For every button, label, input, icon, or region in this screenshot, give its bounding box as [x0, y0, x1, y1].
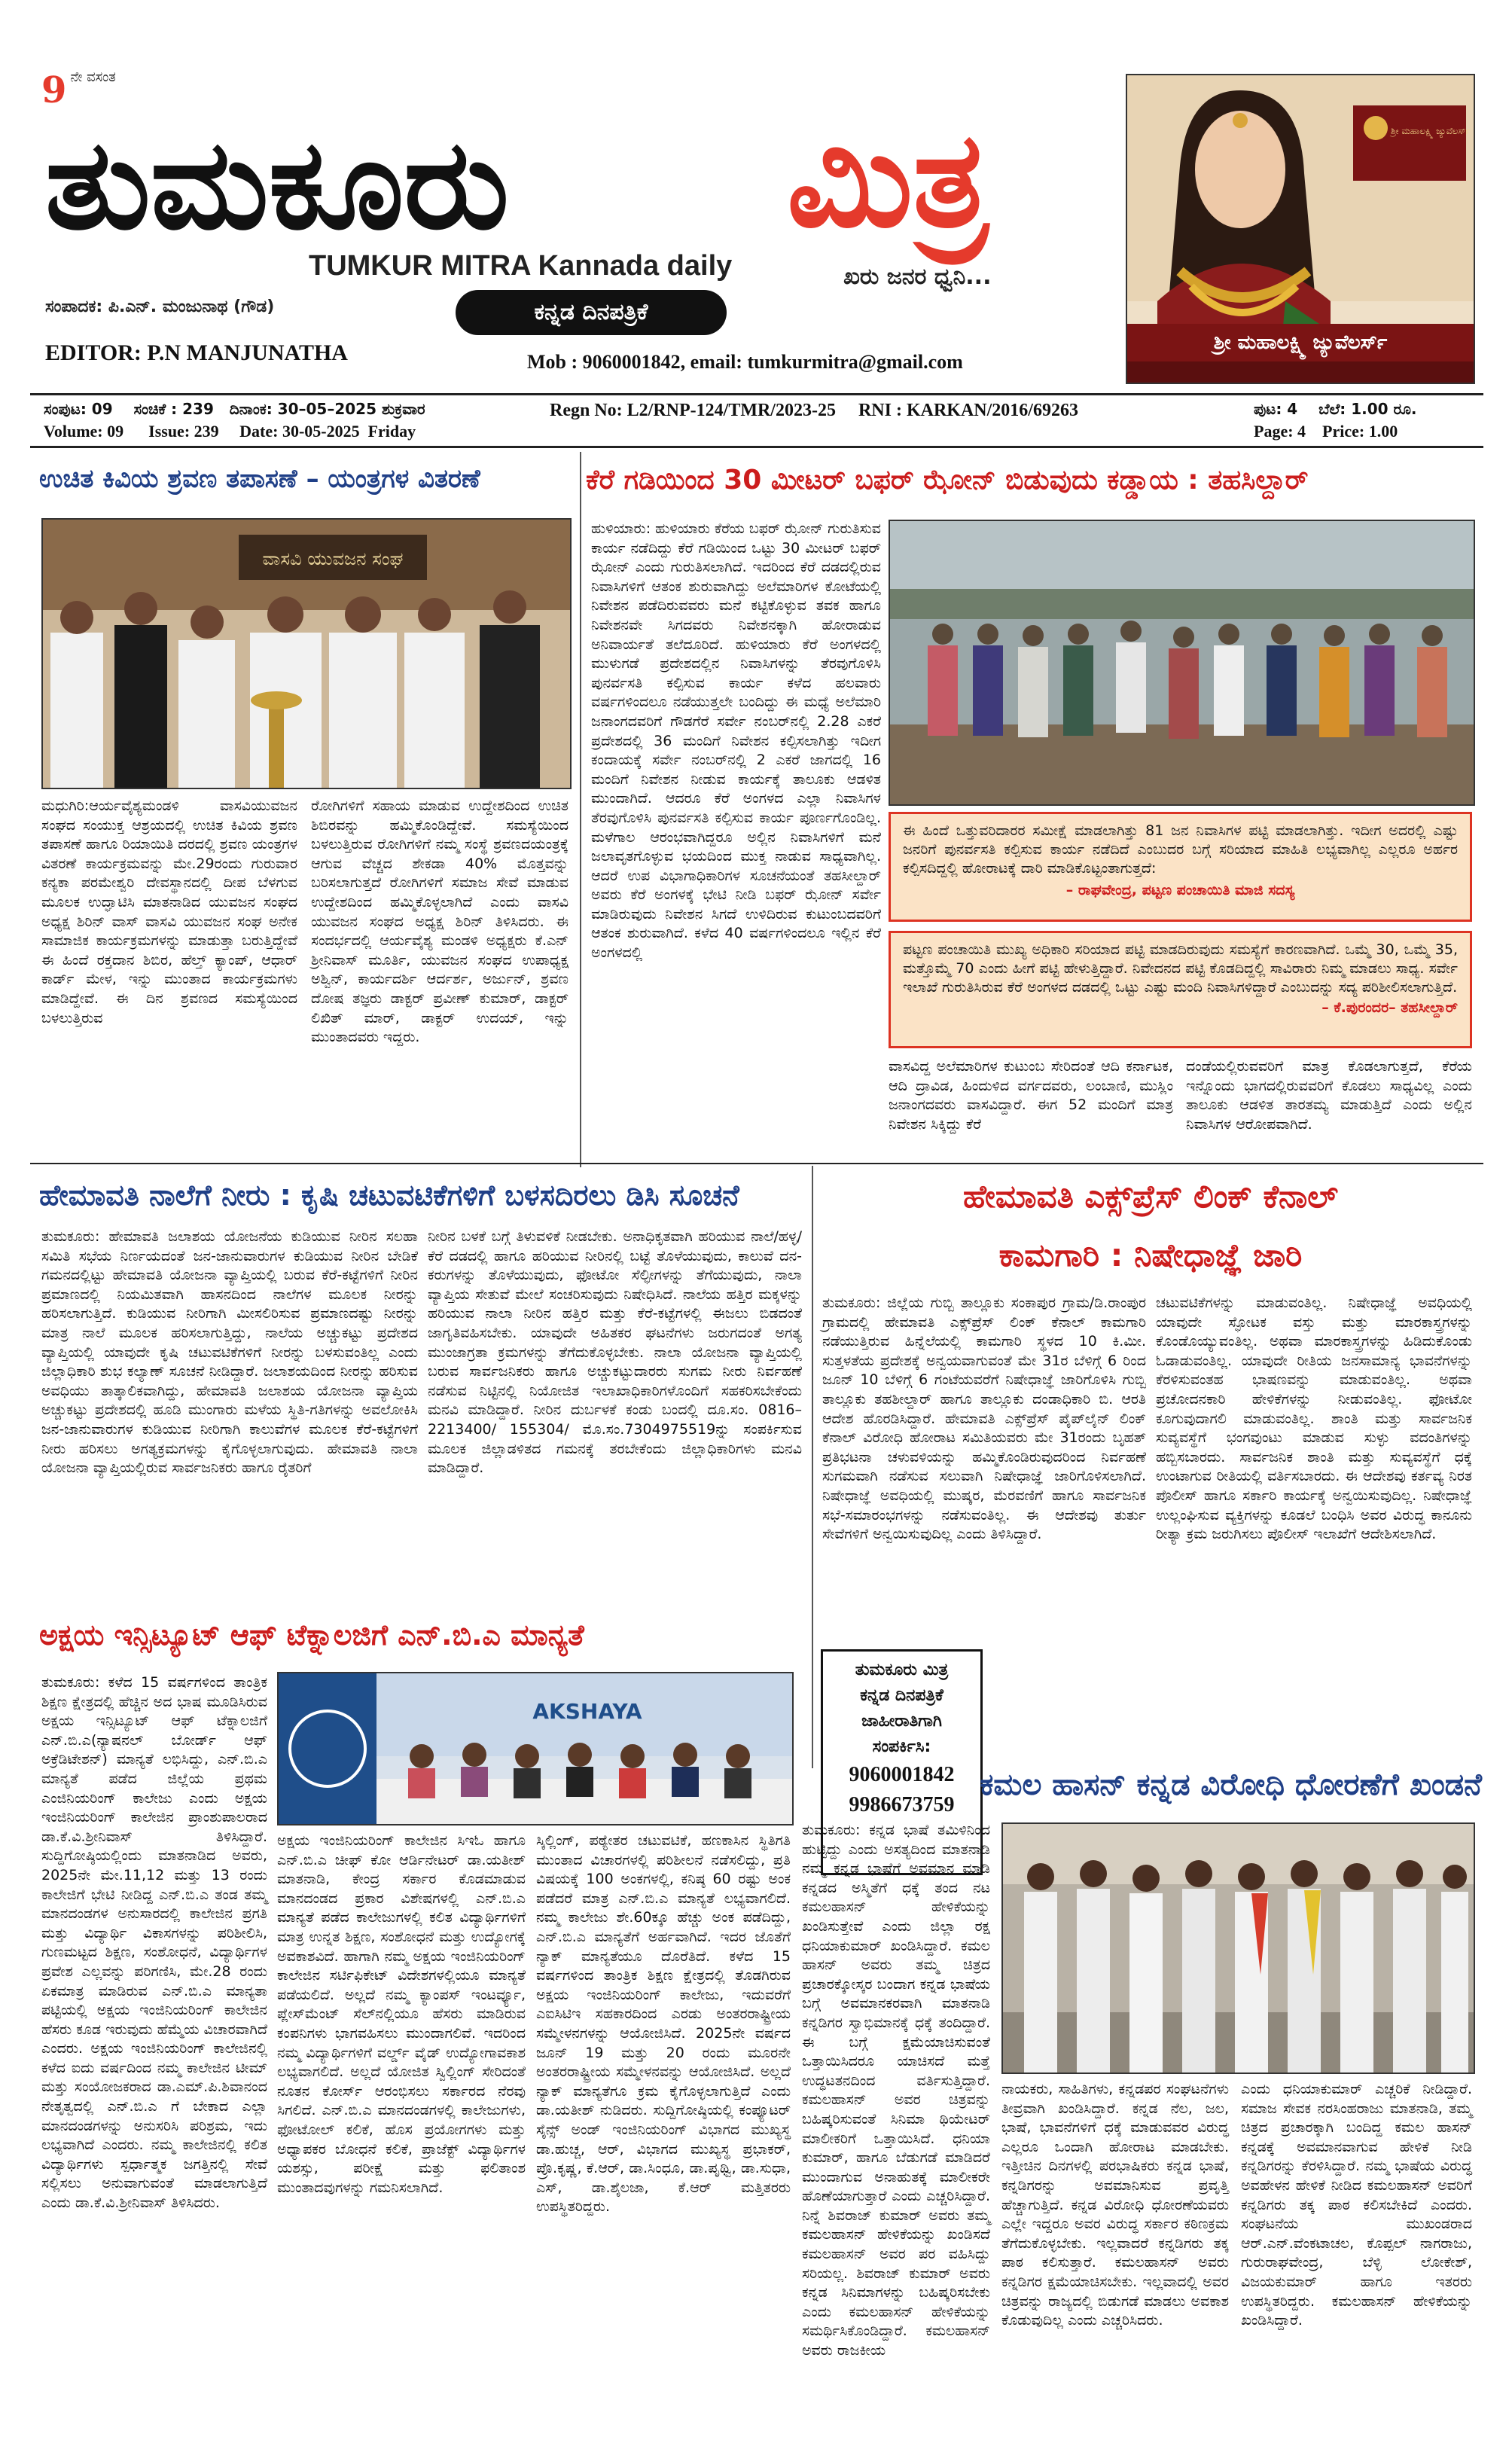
issue-bar — [30, 398, 1483, 444]
akshaya-body-col2: ಅಕ್ಷಯ ಇಂಜಿನಿಯರಿಂಗ್ ಕಾಲೇಜಿನ ಸಿಇಓ ಹಾಗೂ ಎನ್.ಬಿ.ಎ ಚೀಫ್ ಕೋ ಆರ್ಡಿನೇಟರ್ ಡಾ.ಯತೀಶ್ ಮಾತನಾಡಿ, ಕೇಂದ್ರ ಸರ್ಕಾರ ಕೊಡಮಾಡುವ ಮಾನದಂಡದ ಪ್ರಕಾರ ವಿಶೇಷಗಳಲ್ಲಿ ಎನ್.ಬಿ.ಎ ಮಾನ್ಯತೆ ಪಡೆದ ಕಾಲೇಜುಗಳಲ್ಲಿ ಕಲಿತ ವಿದ್ಯಾರ್ಥಿಗಳಿಗೆ ಮಾತ್ರ ಉನ್ನತ ಶಿಕ್ಷಣ, ಸಂಶೋಧನೆ ಮತ್ತು ಉದ್ಯೋಗಕ್ಕೆ ಅವಕಾಶವಿದೆ. ಹಾಗಾಗಿ ನಮ್ಮ ಅಕ್ಷಯ ಇಂಜಿನಿಯರಿಂಗ್ ಕಾಲೇಜಿನ ಸರ್ಟಿಫಿಕೇಟ್ ವಿದೇಶಗಳಲ್ಲಿಯೂ ಮಾನ್ಯತೆ ಪಡೆಯಲಿದೆ. ಅಲ್ಲದೆ ನಮ್ಮ ಕ್ಯಾಂಪಸ್ ಇಂಟರ್ವ್ಯೂ, ಪ್ಲೇಸ್‌ಮೆಂಟ್ ಸೆಲ್‌ನಲ್ಲಿಯೂ ಹೆಸರು ಮಾಡಿರುವ ಕಂಪನಿಗಳು ಭಾಗವಹಿಸಲು ಮುಂದಾಗಲಿವೆ. ಇದರಿಂದ ನಮ್ಮ ವಿದ್ಯಾರ್ಥಿಗಳಿಗೆ ವರ್ಲ್ಡ್ ವೈಡ್ ಉದ್ಯೋಗಾವಕಾಶ ಲಭ್ಯವಾಗಲಿದೆ. ಅಲ್ಲದೆ ಯೋಜಿತ ಸ್ವಿಲ್ಲಿಂಗ್ ಸೇರಿದಂತೆ ನೂತನ ಕೋರ್ಸ್ ಆರಂಭಿಸಲು ಸರ್ಕಾರದ ನೆರವು ಸಿಗಲಿದೆ. ಎನ್.ಬಿ.ಎ ಮಾನದಂಡಗಳಲ್ಲಿ ಕಾಲೇಜುಗಳು, ಫೋಟೋಲ್ ಕಲಿಕೆ, ಹೊಸ ಪ್ರಯೋಗಗಳು ಮತ್ತು ಅಧ್ಯಾಪಕರ ಬೋಧನೆ ಕಲಿಕೆ, ಪ್ರಾಜೆಕ್ಟ್ ವಿದ್ಯಾರ್ಥಿಗಳ ಯಶಸ್ಸು, ಪರೀಕ್ಷೆ ಮತ್ತು ಫಲಿತಾಂಶ ಮುಂತಾದವುಗಳನ್ನು ಗಮನಿಸಲಾಗಿದೆ. — [277, 1832, 531, 2196]
kamal-photo-image — [1003, 1824, 1474, 2073]
daily-badge — [456, 290, 727, 335]
column-divider-top — [580, 452, 581, 1167]
ad-brand-top-text: ಶ್ರೀ ಮಹಾಲಕ್ಷ್ಮಿ ಜ್ಯುವೆಲರ್ಸ್ — [1391, 126, 1471, 136]
lake-quote-1-text: ಈ ಹಿಂದೆ ಒತ್ತುವರಿದಾರರ ಸಮೀಕ್ಷೆ ಮಾಡಲಾಗಿತ್ತು 81 ಜನ ನಿವಾಸಿಗಳ ಪಟ್ಟಿ ಮಾಡಲಾಗಿತ್ತು. ಇದೀಗ ಅದರಲ್ಲಿ ಎಷ್ಟು ಜನರಿಗೆ ಪುನರ್ವಸತಿ ಕಲ್ಪಿಸುವ ಕಾರ್ಯ ನಡೆದಿದೆ ಎಂಬುದರ ಬಗ್ಗೆ ಸರಿಯಾದ ಮಾಹಿತಿ ಲಭ್ಯವಾಗಿಲ್ಲ ಎಲ್ಲರೂ ಅರ್ಹರ ಕಲ್ಪಿಸದಿದ್ದಲ್ಲಿ ಹೋರಾಟಕ್ಕೆ ದಾರಿ ಮಾಡಿಕೊಟ್ಟಂತಾಗುತ್ತದೆ: — [903, 822, 1458, 877]
hearing-body-col1: ಮಧುಗಿರಿ:ಆರ್ಯವೈಶ್ಯಮಂಡಳಿ ವಾಸವಿಯುವಜನ ಸಂಘದ ಸಂಯುಕ್ತ ಆಶ್ರಯದಲ್ಲಿ ಉಚಿತ ಕಿವಿಯ ಶ್ರವಣ ತಪಾಸಣೆ ಹಾಗೂ ರಿಯಾಯಿತಿ ದರದಲ್ಲಿ ಶ್ರವಣ ಯಂತ್ರಗಳ ವಿತರಣೆ ಕಾರ್ಯಕ್ರಮವನ್ನು ಮೇ.29ರಂದು ಗುರುವಾರ ಕನ್ಯಕಾ ಪರಮೇಶ್ವರಿ ದೇವಸ್ಥಾನದಲ್ಲಿ ದೀಪ ಬೆಳಗುವ ಮೂಲಕ ಉದ್ಘಾಟಿಸಿ ಮಾತನಾಡಿದ ಯುವಜನ ಸಂಘದ ಅಧ್ಯಕ್ಷ ಶಿರಿನ್ ವಾಸ್ ವಾಸವಿ ಯುವಜನ ಸಂಘ ಅನೇಕ ಸಾಮಾಜಿಕ ಕಾರ್ಯಕ್ರಮಗಳನ್ನು ಮಾಡುತ್ತಾ ಬರುತ್ತಿದ್ದೇವೆ ಈ ಹಿಂದೆ ರಕ್ತದಾನ ಶಿಬಿರ, ಹೆಲ್ತ್ ಕ್ಯಾಂಪ್, ಆಧಾರ್ ಕಾರ್ಡ್ ಮೇಳ, ಇನ್ನು ಮುಂತಾದ ಕಾರ್ಯಕ್ರಮಗಳು ಮಾಡಿದ್ದೇವೆ. ಈ ದಿನ ಶ್ರವಣದ ಸಮಸ್ಯೆಯಿಂದ ಬಳಲುತ್ತಿರುವ — [41, 798, 303, 1026]
lake-headline: ಕೆರೆ ಗಡಿಯಿಂದ 30 ಮೀಟರ್ ಬಫರ್ ಝೋನ್ ಬಿಡುವುದು ಕಡ್ಡಾಯ : ತಹಸಿಲ್ದಾರ್ — [586, 465, 1309, 496]
canal-body-col2: ಚಟುವಟಿಕೆಗಳನ್ನು ಮಾಡುವಂತಿಲ್ಲ. ನಿಷೇಧಾಜ್ಞೆ ಅವಧಿಯಲ್ಲಿ ಯಾವುದೇ ಸ್ಫೋಟಕ ವಸ್ತು ಮತ್ತು ಮಾರಕಾಸ್ತ್ರಗಳನ್ನು ಕೊಂಡೊಯ್ಯುವಂತಿಲ್ಲ. ಅಥವಾ ಮಾರಕಾಸ್ತ್ರಗಳನ್ನು ಹಿಡಿದುಕೊಂಡು ಓಡಾಡುವಂತಿಲ್ಲ. ಯಾವುದೇ ರೀತಿಯ ಜನಸಾಮಾನ್ಯ ಭಾವನೆಗಳನ್ನು ಕೆರಳಿಸುವಂತಹ ಭಾಷಣವನ್ನು ಮಾಡುವಂತಿಲ್ಲ. ಅಥವಾ ಪ್ರಚೋದನಕಾರಿ ಹೇಳಿಕೆಗಳನ್ನು ನೀಡುವಂತಿಲ್ಲ. ಫೋಟೋ ಕೂಗುವುದಾಗಲಿ ಮಾಡುವಂತಿಲ್ಲ. ಶಾಂತಿ ಮತ್ತು ಸಾರ್ವಜನಿಕ ಸುವ್ಯವಸ್ಥೆಗೆ ಭಂಗವುಂಟು ಮಾಡುವ ಸುಳ್ಳು ವದಂತಿಗಳನ್ನು ಹಬ್ಬಿಸಬಾರದು. ಸಾರ್ವಜನಿಕ ಶಾಂತಿ ಮತ್ತು ಸುವ್ಯವಸ್ಥೆಗೆ ಧಕ್ಕೆ ಉಂಟಾಗುವ ರೀತಿಯಲ್ಲಿ ವರ್ತಿಸಬಾರದು. ಈ ಆದೇಶವು ಕರ್ತವ್ಯ ನಿರತ ಪೊಲೀಸ್ ಹಾಗೂ ಸರ್ಕಾರಿ ಕಾರ್ಯಕ್ಕೆ ಅನ್ವಯಿಸುವುದಿಲ್ಲ. ನಿಷೇಧಾಜ್ಞೆ ಉಲ್ಲಂಘಿಸುವ ವ್ಯಕ್ತಿಗಳನ್ನು ಕೂಡಲೆ ಬಂಧಿಸಿ ಅವರ ವಿರುದ್ಧ ಕಾನೂನು ರೀತ್ಯಾ ಕ್ರಮ ಜರುಗಿಸಲು ಪೊಲೀಸ್ ಇಲಾಖೆಗೆ ಆದೇಶಿಸಲಾಗಿದೆ. — [1156, 1295, 1477, 1543]
canal-headline-line2: ಕಾಮಗಾರಿ : ನಿಷೇಧಾಜ್ಞೆ ಜಾರಿ — [998, 1237, 1303, 1273]
hearing-body-col2: ರೋಗಿಗಳಿಗೆ ಸಹಾಯ ಮಾಡುವ ಉದ್ದೇಶದಿಂದ ಉಚಿತ ಶಿಬಿರವನ್ನು ಹಮ್ಮಿಕೊಂಡಿದ್ದೇವೆ. ಸಮಸ್ಯೆಯಿಂದ ಬಳಲುತ್ತಿರುವ ರೋಗಿಗಳಿಗೆ ನಮ್ಮ ಸಂಸ್ಥೆ ಶ್ರವಣದಯಂತ್ರಕ್ಕೆ ಆಗುವ ವೆಚ್ಚದ ಶೇಕಡಾ 40% ಮೊತ್ತವನ್ನು ಬರಿಸಲಾಗುತ್ತದೆ ರೋಗಿಗಳಿಗೆ ಸಮಾಜ ಸೇವೆ ಮಾಡುವ ಉದ್ದೇಶದಿಂದ ಹಮ್ಮಿಕೊಳ್ಳಲಾಗಿದೆ ಎಂದು ವಾಸವಿ ಯುವಜನ ಸಂಘದ ಅಧ್ಯಕ್ಷ ಶಿರಿನ್ ತಿಳಿಸಿದರು. ಈ ಸಂದರ್ಭದಲ್ಲಿ ಆರ್ಯವೈಶ್ಯ ಮಂಡಳಿ ಅಧ್ಯಕ್ಷರು ಕೆ.ಎನ್ ಶ್ರೀನಿವಾಸ್ ಮೂರ್ತಿ, ಯುವಜನ ಸಂಘದ ಉಪಾಧ್ಯಕ್ಷ ಅಶ್ವಿನ್, ಕಾರ್ಯದರ್ಶಿ ಆರ್ದರ್ಶ, ಅರ್ಜುನ್, ಶ್ರವಣ ದೋಷ ತಜ್ಞರು ಡಾಕ್ಟರ್ ಪ್ರವೀಣ್ ಕುಮಾರ್, ಡಾಕ್ಟರ್ ಲಿಖಿತ್ ಮಾರ್, ಡಾಕ್ಟರ್ ಉದಯ್, ಇನ್ನು ಮುಂತಾದವರು ಇದ್ದರು. — [311, 798, 574, 1046]
tagline: ಖರು ಜನರ ಧ್ವನಿ... — [843, 264, 992, 290]
lake-quote-2-text: ಪಟ್ಟಣ ಪಂಚಾಯಿತಿ ಮುಖ್ಯ ಅಧಿಕಾರಿ ಸರಿಯಾದ ಪಟ್ಟಿ ಮಾಡದಿರುವುದು ಸಮಸ್ಯೆಗೆ ಕಾರಣವಾಗಿದೆ. ಒಮ್ಮೆ 30, ಒಮ್ಮೆ 35, ಮತ್ತೊಮ್ಮೆ 70 ಎಂದು ಹೀಗೆ ಪಟ್ಟಿ ಹೇಳುತ್ತಿದ್ದಾರೆ. ನಿವೇದನದ ಪಟ್ಟಿ ಕೊಡದಿದ್ದಲ್ಲಿ ಸಾವಿರಾರು ನಿಮ್ಮ ಮಾಡಲು ಸಾಧ್ಯ. ಸರ್ವೇ ಇಲಾಖೆ ಗುರುತಿಸಿರುವ ಕೆರೆ ಅಂಗಳದ ದಡದಲ್ಲಿ ಒಟ್ಟು ಎಷ್ಟು ಮಂದಿ ನಿವಾಸಿಗಳಿದ್ದಾರೆ ಎಂಬುದನ್ನು ಸದ್ಯ ಪರಿಶೀಲಿಸಲಾಗುತ್ತಿದೆ. — [903, 941, 1458, 996]
lake-quote-1-signature: – ರಾಘವೇಂದ್ರ, ಪಟ್ಟಣ ಪಂಚಾಯಿತಿ ಮಾಜಿ ಸದಸ್ಯ — [1065, 882, 1295, 898]
hearing-banner-text: ವಾಸವಿ ಯುವಜನ ಸಂಘ — [262, 548, 404, 569]
issue-rule-top — [30, 393, 1483, 395]
akshaya-headline: ಅಕ್ಷಯ ಇನ್ಸಿಟ್ಯೂಟ್ ಆಫ್ ಟೆಕ್ನಾಲಜಿಗೆ ಎನ್.ಬಿ.ಎ ಮಾನ್ಯತೆ — [39, 1618, 584, 1652]
lake-photo-image — [890, 521, 1474, 804]
hemavathi-headline: ಹೇಮಾವತಿ ನಾಲೆಗೆ ನೀರು : ಕೃಷಿ ಚಟುವಟಿಕೆಗಳಿಗೆ ಬಳಸದಿರಲು ಡಿಸಿ ಸೂಚನೆ — [39, 1179, 739, 1212]
kamal-headline: ಕಮಲ ಹಾಸನ್ ಕನ್ನಡ ವಿರೋಧಿ ಧೋರಣೆಗೆ ಖಂಡನೆ — [980, 1768, 1482, 1802]
masthead — [0, 0, 1512, 392]
akshaya-body-col1: ತುಮಕೂರು: ಕಳೆದ 15 ವರ್ಷಗಳಿಂದ ತಾಂತ್ರಿಕ ಶಿಕ್ಷಣ ಕ್ಷೇತ್ರದಲ್ಲಿ ಹೆಚ್ಚಿನ ಅದ ಭಾಷ ಮೂಡಿಸಿರುವ ಅಕ್ಷಯ ಇನ್ಸಿಟ್ಯೂಟ್ ಆಫ್ ಟೆಕ್ನಾಲಜಿಗೆ ಎನ್.ಬಿ.ಎ(ನ್ಯಾಷನಲ್ ಬೋರ್ಡ್ ಆಫ್ ಅಕ್ರೆಡಿಟೇಶನ್) ಮಾನ್ಯತೆ ಲಭಿಸಿದ್ದು, ಎನ್.ಬಿ.ಎ ಮಾನ್ಯತೆ ಪಡೆದ ಜಿಲ್ಲೆಯ ಪ್ರಥಮ ಎಂಜಿನಿಯರಿಂಗ್ ಕಾಲೇಜು ಎಂದು ಅಕ್ಷಯ ಇಂಜಿನಿಯರಿಂಗ್ ಕಾಲೇಜಿನ ಪ್ರಾಂಶುಪಾಲರಾದ ಡಾ.ಕೆ.ವಿ.ಶ್ರೀನಿವಾಸ್ ತಿಳಿಸಿದ್ದಾರೆ. ಸುದ್ದಿಗೋಷ್ಠಿಯಲ್ಲಿಂದು ಮಾತನಾಡಿದ ಅವರು, 2025ನೇ ಮೇ.11,12 ಮತ್ತು 13 ರಂದು ಕಾಲೇಜಿಗೆ ಭೇಟಿ ನೀಡಿದ್ದ ಎನ್.ಬಿ.ಎ ತಂಡ ತಮ್ಮ ಮಾನದಂಡಗಳ ಅನುಸಾರದಲ್ಲಿ ಕಾಲೇಜಿನ ಪ್ರಗತಿ ಮತ್ತು ವಿದ್ಯಾರ್ಥಿ ವಿಕಾಸಗಳನ್ನು ಪರಿಶೀಲಿಸಿ, ಗುಣಮಟ್ಟದ ಶಿಕ್ಷಣ, ಸಂಶೋಧನೆ, ವಿದ್ಯಾರ್ಥಿಗಳ ಪ್ರವೇಶ ಎಲ್ಲವನ್ನು ಪರಿಗಣಿಸಿ, ಮೇ.28 ರಂದು ಏಕಮಾತ್ರ ಮಾಡಿರುವ ಎನ್.ಬಿ.ಎ ಮಾನ್ಯತಾ ಪಟ್ಟಿಯಲ್ಲಿ ಅಕ್ಷಯ ಇಂಜಿನಿಯರಿಂಗ್ ಕಾಲೇಜಿನ ಹೆಸರು ಕೂಡ ಇರುವುದು ಹೆಮ್ಮೆಯ ವಿಚಾರವಾಗಿದೆ ಎಂದರು. ಅಕ್ಷಯ ಇಂಜಿನಿಯರಿಂಗ್ ಕಾಲೇಜಿನಲ್ಲಿ ಕಳೆದ ಐದು ವರ್ಷದಿಂದ ನಮ್ಮ ಕಾಲೇಜಿನ ಟೀಮ್ ಮತ್ತು ಸಂಯೋಜಕರಾದ ಡಾ.ಎಮ್.ಪಿ.ಶಿವಾನಂದ ನೇತೃತ್ವದಲ್ಲಿ ಎನ್.ಬಿ.ಎ ಗೆ ಬೇಕಾದ ಎಲ್ಲಾ ಮಾನದಂಡಗಳನ್ನು ಅನುಸರಿಸಿ ಪರಿಶ್ರಮ, ಇದು ಲಭ್ಯವಾಗಿದೆ ಎಂದರು. ನಮ್ಮ ಕಾಲೇಜಿನಲ್ಲಿ ಕಲಿತ ವಿದ್ಯಾರ್ಥಿಗಳು ಸ್ಪರ್ಧಾತ್ಮಕ ಜಗತ್ತಿನಲ್ಲಿ ಸೇವೆ ಸಲ್ಲಿಸಲು ಅನುವಾಗುವಂತೆ ಮಾಡಲಾಗುತ್ತಿದೆ ಎಂದು ಡಾ.ಕೆ.ವಿ.ಶ್ರೀನಿವಾಸ್ ತಿಳಿಸಿದರು. — [41, 1674, 273, 2212]
contact-ad-phone-2[interactable]: 9986673759 — [849, 1793, 955, 1816]
ad-banner-text: ಶ್ರೀ ಮಹಾಲಕ್ಷ್ಮಿ ಜ್ಯುವೆಲರ್ಸ್ — [1213, 331, 1388, 354]
lake-photo — [889, 520, 1475, 806]
title-black: ತುಮಕೂರು — [45, 112, 510, 257]
lake-quote-box-2 — [889, 931, 1472, 1048]
contact-line: Mob : 9060001842, email: tumkurmitra@gmail.com — [527, 351, 963, 373]
akshaya-photo — [277, 1672, 794, 1825]
editor-kannada: ಸಂಪಾದಕ: ಪಿ.ಎನ್. ಮಂಜುನಾಥ (ಗೌಡ) — [45, 297, 275, 316]
editor-english: EDITOR: P.N MANJUNATHA — [45, 340, 348, 365]
issue-english: Volume: 09 Issue: 239 Date: 30-05-2025 Friday — [44, 422, 416, 441]
issue-kannada: ಸಂಪುಟ: 09 ಸಂಚಿಕೆ : 239 ದಿನಾಂಕ: 30–05–2025 ಶುಕ್ರವಾರ — [44, 400, 425, 418]
ad-footer — [1127, 361, 1474, 383]
contact-ad-purpose: ಜಾಹೀರಾತಿಗಾಗಿ — [861, 1712, 942, 1731]
canal-headline-line1: ಹೇಮಾವತಿ ಎಕ್ಸ್‌ಪ್ರೆಸ್ ಲಿಂಕ್ ಕೆನಾಲ್ — [962, 1178, 1339, 1215]
year-number: 9 — [41, 69, 67, 111]
english-name: TUMKUR MITRA Kannada daily — [309, 250, 733, 282]
hearing-photo — [41, 518, 572, 789]
kamal-body-col2: ನಾಯಕರು, ಸಾಹಿತಿಗಳು, ಕನ್ನಡಪರ ಸಂಘಟನೆಗಳು ತೀವ್ರವಾಗಿ ಖಂಡಿಸಿದ್ದಾರೆ. ಕನ್ನಡ ನೆಲ, ಜಲ, ಭಾಷೆ, ಭಾವನೆಗಳಿಗೆ ಧಕ್ಕೆ ಮಾಡುವವರ ವಿರುದ್ಧ ಎಲ್ಲರೂ ಒಂದಾಗಿ ಹೋರಾಟ ಮಾಡಬೇಕು. ಇತ್ತೀಚಿನ ದಿನಗಳಲ್ಲಿ ಪರಭಾಷಿಕರು ಕನ್ನಡ ಭಾಷೆ, ಕನ್ನಡಿಗರನ್ನು ಅವಮಾನಿಸುವ ಪ್ರವೃತ್ತಿ ಹೆಚ್ಚಾಗುತ್ತಿದೆ. ಕನ್ನಡ ವಿರೋಧಿ ಧೋರಣೆಯವರು ಎಲ್ಲೇ ಇದ್ದರೂ ಅವರ ವಿರುದ್ಧ ಸರ್ಕಾರ ಕಠಿಣಕ್ರಮ ತೆಗೆದುಕೊಳ್ಳಬೇಕು. ಇಲ್ಲವಾದರೆ ಕನ್ನಡಿಗರು ತಕ್ಕ ಪಾಠ ಕಲಿಸುತ್ತಾರೆ. ಕಮಲಹಾಸನ್ ಅವರು ಕನ್ನಡಿಗರ ಕ್ಷಮೆಯಾಚಿಸಬೇಕು. ಇಲ್ಲವಾದಲ್ಲಿ ಅವರ ಚಿತ್ರವನ್ನು ರಾಜ್ಯದಲ್ಲಿ ಬಿಡುಗಡೆ ಮಾಡಲು ಅವಕಾಶ ಕೊಡುವುದಿಲ್ಲ ಎಂದು ಎಚ್ಚರಿಸಿದರು. — [1001, 2081, 1234, 2329]
year-badge — [41, 69, 192, 111]
section-rule-1 — [30, 1163, 1483, 1164]
akshaya-banner-text: AKSHAYA — [532, 1699, 642, 1724]
lake-body-tail-1: ವಾಸವಿದ್ದ ಅಲೆಮಾರಿಗಳ ಕುಟುಂಬ ಸೇರಿದಂತೆ ಆದಿ ಕರ್ನಾಟಕ, ಆದಿ ದ್ರಾವಿಡ, ಹಿಂದುಳಿದ ವರ್ಗದವರು, ಲಂಬಾಣಿ, ಮುಸ್ಲಿಂ ಜನಾಂಗದವರು ವಾಸವಿದ್ದಾರೆ. ಈಗ 52 ಮಂದಿಗೆ ಮಾತ್ರ ನಿವೇಶನ ಸಿಕ್ಕಿದ್ದು ಕೆರೆ — [889, 1058, 1178, 1133]
hemavathi-body-col2: ನೀರಿನ ಬಳಕೆ ಬಗ್ಗೆ ತಿಳುವಳಿಕೆ ನೀಡಬೇಕು. ಅನಾಧಿಕೃತವಾಗಿ ಹರಿಯುವ ನಾಲೆ/ಹಳ್ಳ/ಕೆರೆ ದಡದಲ್ಲಿ ಹಾಗೂ ಹರಿಯುವ ನೀರಿನಲ್ಲಿ ಬಟ್ಟೆ ತೊಳೆಯುವುದು, ಕಾಲುವೆ ದನ-ಕರುಗಳನ್ನು ತೊಳೆಯುವುದು, ಫೋಟೋ ಸೆಲ್ಫೀಗಳನ್ನು ತೆಗೆಯುವುದು, ನಾಲಾ ವ್ಯಾಪ್ತಿಯ ಸೇತುವೆ ಮೇಲೆ ಸಂಚರಿಸುವುದು ನಿಷೇಧಿಸಿದೆ. ನಾಲೆಯ ಹತ್ತಿರ ಮಕ್ಕಳನ್ನು ಹರಿಯುವ ನಾಲಾ ನೀರಿನ ಹತ್ತಿರ ಮತ್ತು ಕೆರೆ-ಕಟ್ಟೆಗಳಲ್ಲಿ ಈಜಲು ಬಿಡದಂತೆ ಜಾಗೃತಿವಹಿಸಬೇಕು. ಯಾವುದೇ ಅಹಿತಕರ ಘಟನೆಗಳು ಜರುಗದಂತೆ ಅಗತ್ಯ ಮುಂಜಾಗ್ರತಾ ಕ್ರಮಗಳನ್ನು ತೆಗೆದುಕೊಳ್ಳಬೇಕು. ನಾಲಾ ಯೋಜನಾ ವ್ಯಾಪ್ತಿಯಲ್ಲಿ ಬರುವ ಸಾರ್ವಜನಿಕರು ಹಾಗೂ ಅಚ್ಚುಕಟ್ಟುದಾರರು ಸುಗಮ ನೀರು ನಿರ್ವಹಣೆ ನಡೆಸುವ ನಿಟ್ಟಿನಲ್ಲಿ ನಿಯೋಜಿತ ಇಲಾಖಾಧಿಕಾರಿಗಳೊಂದಿಗೆ ಸಹಕರಿಸಬೇಕೆಂದು ಮನವಿ ಮಾಡಿದ್ದಾರೆ. ನೀರಿನ ದುರ್ಬಳಕೆ ಕಂಡು ಬಂದಲ್ಲಿ ದೂ.ಸಂ. 0816–2213400/ 155304/ ಮೊ.ಸಂ.7304975519ನ್ನು ಸಂಪರ್ಕಿಸುವ ಮೂಲಕ ಜಿಲ್ಲಾಡಳಿತದ ಗಮನಕ್ಕೆ ತರಬೇಕೆಂದು ಜಿಲ್ಲಾಧಿಕಾರಿಗಳು ಮನವಿ ಮಾಡಿದ್ದಾರೆ. — [428, 1228, 807, 1477]
akshaya-body-col3: ಸ್ಕಿಲ್ಲಿಂಗ್, ಪಠ್ಯೇತರ ಚಟುವಟಿಕೆ, ಹಣಕಾಸಿನ ಸ್ಥಿತಿಗತಿ ಮುಂತಾದ ವಿಚಾರಗಳಲ್ಲಿ ಪರಿಶೀಲನೆ ನಡೆಸಲಿದ್ದು, ಪ್ರತಿ ವಿಷಯಕ್ಕೆ 100 ಅಂಕಗಳಲ್ಲಿ, ಕನಿಷ್ಠ 60 ರಷ್ಟು ಅಂಕ ಪಡೆದರೆ ಮಾತ್ರ ಎನ್.ಬಿ.ಎ ಮಾನ್ಯತೆ ಲಭ್ಯವಾಗಲಿದೆ. ನಮ್ಮ ಕಾಲೇಜು ಶೇ.60ಕ್ಕೂ ಹೆಚ್ಚು ಅಂಕ ಪಡೆದಿದ್ದು, ಎನ್.ಬಿ.ಎ ಮಾನ್ಯತೆಗೆ ಅರ್ಹವಾಗಿದೆ. ಇದರ ಜೊತೆಗೆ ನ್ಯಾಕ್ ಮಾನ್ಯತೆಯೂ ದೊರೆತಿದೆ. ಕಳೆದ 15 ವರ್ಷಗಳಿಂದ ತಾಂತ್ರಿಕ ಶಿಕ್ಷಣ ಕ್ಷೇತ್ರದಲ್ಲಿ ತೊಡಗಿರುವ ಅಕ್ಷಯ ಇಂಜಿನಿಯರಿಂಗ್ ಕಾಲೇಜು, ಇದುವರೆಗೆ ಎಐಸಿಟಿಇ ಸಹಕಾರದಿಂದ ಎರಡು ಅಂತರರಾಷ್ಟ್ರೀಯ ಸಮ್ಮೇಳನಗಳನ್ನು ಆಯೋಜಿಸಿದೆ. 2025ನೇ ವರ್ಷದ ಜೂನ್ 19 ಮತ್ತು 20 ರಂದು ಮೂರನೇ ಅಂತರರಾಷ್ಟ್ರೀಯ ಸಮ್ಮೇಳನವನ್ನು ಆಯೋಜಿಸಿದೆ. ಅಲ್ಲದೆ ನ್ಯಾಕ್ ಮಾನ್ಯತೆಗೂ ಕ್ರಮ ಕೈಗೊಳ್ಳಲಾಗುತ್ತಿದೆ ಎಂದು ಡಾ.ಯತೀಶ್ ನುಡಿದರು. ಸುದ್ದಿಗೋಷ್ಠಿಯಲ್ಲಿ ಕಂಪ್ಯೂಟರ್ ಸೈನ್ಸ್ ಅಂಡ್ ಇಂಜಿನಿಯರಿಂಗ್ ವಿಭಾಗದ ಮುಖ್ಯಸ್ಥ ಡಾ.ಹುಚ್ಚ, ಆರ್, ವಿಭಾಗದ ಮುಖ್ಯಸ್ಥ ಪ್ರಭಾಕರ್, ಪ್ರೊ.ಕೃಷ್ಣ, ಕೆ.ಆರ್, ಡಾ.ಸಿಂಧೂ, ಡಾ.ಪೃಥ್ವಿ, ಡಾ.ಸುಧಾ, ಎಸ್, ಡಾ.ಶೈಲಜಾ, ಕೆ.ಆರ್ ಮತ್ತಿತರರು ಉಪಸ್ಥಿತರಿದ್ದರು. — [536, 1832, 796, 2216]
contact-ad-phone-1[interactable]: 9060001842 — [849, 1763, 955, 1786]
year-label: ನೇ ವಸಂತ — [70, 69, 116, 85]
column-divider-mid — [812, 1166, 813, 1768]
issue-rule-bottom — [30, 446, 1483, 448]
lake-quote-box-1 — [889, 812, 1472, 922]
kamal-body-col1: ತುಮಕೂರು: ಕನ್ನಡ ಭಾಷೆ ತಮಿಳಿನಿಂದ ಹುಟ್ಟಿದ್ದು ಎಂದು ಅಸತ್ಯದಿಂದ ಮಾತನಾಡಿ ನಮ್ಮ ಕನ್ನಡ ಭಾಷೆಗೆ ಅವಮಾನ ಮಾಡಿ ಕನ್ನಡದ ಅಸ್ಮಿತೆಗೆ ಧಕ್ಕೆ ತಂದ ನಟ ಕಮಲಹಾಸನ್ ಹೇಳಿಕೆಯನ್ನು ಖಂಡಿಸುತ್ತೇವೆ ಎಂದು ಜಿಲ್ಲಾ ರಕ್ಷ ಧನಿಯಾಕುಮಾರ್ ಖಂಡಿಸಿದ್ದಾರೆ. ಕಮಲ ಹಾಸನ್ ಅವರು ತಮ್ಮ ಚಿತ್ರದ ಪ್ರಚಾರಕ್ಕೋಸ್ಕರ ಬಂದಾಗ ಕನ್ನಡ ಭಾಷೆಯ ಬಗ್ಗೆ ಅವಮಾನಕರವಾಗಿ ಮಾತನಾಡಿ ಕನ್ನಡಿಗರ ಸ್ವಾಭಿಮಾನಕ್ಕೆ ಧಕ್ಕೆ ತಂದಿದ್ದಾರೆ. ಈ ಬಗ್ಗೆ ಕ್ಷಮೆಯಾಚಿಸುವಂತೆ ಒತ್ತಾಯಿಸಿದರೂ ಯಾಚಿಸದೆ ಮತ್ತೆ ಉದ್ಧಟತನದಿಂದ ವರ್ತಿಸುತ್ತಿದ್ದಾರೆ. ಕಮಲಹಾಸನ್ ಅವರ ಚಿತ್ರವನ್ನು ಬಹಿಷ್ಕರಿಸುವಂತೆ ಸಿನಿಮಾ ಥಿಯೇಟರ್ ಮಾಲೀಕರಿಗೆ ಒತ್ತಾಯಿಸಿದೆ. ಧನಿಯಾ ಕುಮಾರ್, ಹಾಗೂ ಬೆಡುಗಡೆ ಮಾಡಿದರೆ ಮುಂದಾಗುವ ಅನಾಹುತಕ್ಕೆ ಮಾಲೀಕರೇ ಹೊಣೆಯಾಗುತ್ತಾರೆ ಎಂದು ಎಚ್ಚರಿಸಿದ್ದಾರೆ. ನಿನ್ನೆ ಶಿವರಾಜ್ ಕುಮಾರ್ ಅವರು ತಮ್ಮ ಕಮಲಹಾಸನ್ ಹೇಳಿಕೆಯನ್ನು ಖಂಡಿಸದೆ ಕಮಲಹಾಸನ್ ಅವರ ಪರ ವಹಿಸಿದ್ದು ಸರಿಯಲ್ಲ. ಶಿವರಾಜ್ ಕುಮಾರ್ ಅವರು ಕನ್ನಡ ಸಿನಿಮಾಗಳನ್ನು ಬಹಿಷ್ಕರಿಸಬೇಕು ಎಂದು ಕಮಲಹಾಸನ್ ಹೇಳಿಕೆಯನ್ನು ಸಮರ್ಥಿಸಿಕೊಂಡಿದ್ದಾರೆ. ಕಮಲಹಾಸನ್ ಅವರು ರಾಜಕೀಯ — [802, 1822, 995, 2359]
kamal-photo — [1001, 1822, 1475, 2074]
page-price-english: Page: 4 Price: 1.00 — [1254, 422, 1398, 441]
akshaya-photo-image — [279, 1673, 792, 1824]
title-red: ಮಿತ್ರ — [787, 104, 989, 257]
lake-body: ಹುಳಿಯಾರು: ಹುಳಿಯಾರು ಕೆರೆಯ ಬಫರ್ ಝೋನ್ ಗುರುತಿಸುವ ಕಾರ್ಯ ನಡೆದಿದ್ದು ಕೆರೆ ಗಡಿಯಿಂದ ಒಟ್ಟು 30 ಮೀಟರ್ ಬಫರ್ ಝೋನ್ ಎಂದು ಗುರುತಿಸಲಾಗಿದೆ. ಇದರಿಂದ ಕೆರೆ ದಡದಲ್ಲಿರುವ ನಿವಾಸಿಗಳಿಗೆ ಆತಂಕ ಶುರುವಾಗಿದ್ದು ಅಲೆಮಾರಿಗಳ ಕೋಟೆಯಲ್ಲಿ ನಿವೇಶನ ಪಡೆದಿರುವವರು ಮನೆ ಕಟ್ಟಿಕೊಳ್ಳುವ ತವಕ ಹಾಗೂ ನಿವೇಶನವೇ ಸಿಗದವರು ನಿವೇಶನಕ್ಕಾಗಿ ಹೋರಾಡುವ ಅನಿವಾರ್ಯತೆ ತಲೆದೂರಿದೆ. ಹುಳಿಯಾರು ಕೆರೆ ಅಂಗಳದಲ್ಲಿ ಮುಳುಗಡೆ ಪ್ರದೇಶದಲ್ಲಿನ ನಿವಾಸಿಗಳನ್ನು ತೆರವುಗೊಳಿಸಿ ಪುನರ್ವಸತಿ ಕಲ್ಪಿಸುವ ಕಾರ್ಯ ಕಳೆದ ಹಲವಾರು ವರ್ಷಗಳಿಂದಲೂ ನಡೆಯುತ್ತಲೇ ಬಂದಿದ್ದು ಈ ಮಧ್ಯೆ ಅಲೆಮಾರಿ ಜನಾಂಗದವರಿಗೆ ಗೌಡಗೆರೆ ಸರ್ವೇ ನಂಬರ್‌ನಲ್ಲಿ 2.28 ಎಕರೆ ಪ್ರದೇಶದಲ್ಲಿ 36 ಮಂದಿಗೆ ನಿವೇಶನ ಕಲ್ಪಿಸಲಾಗಿತ್ತು ಇದೀಗ ಕಂದಾಯಕ್ಕೆ ಸರ್ವೇ ನಂಬರ್‌ನಲ್ಲಿ 2 ಎಕರೆ ಜಾಗದಲ್ಲಿ 16 ಮಂದಿಗೆ ನಿವೇಶನ ನೀಡುವ ಕಾರ್ಯಕ್ಕೆ ತಾಲೂಕು ಆಡಳಿತ ಮುಂದಾಗಿದೆ. ಆದರೂ ಕೆರೆ ಅಂಗಳದ ಎಲ್ಲಾ ನಿವಾಸಿಗಳ ತೆರವುಗೊಳಿಸಿ ಪುನರ್ವಸತಿ ಕಲ್ಪಿಸುವ ಕಾರ್ಯ ಪೂರ್ಣಗೊಂಡಿಲ್ಲ. ಮಳೆಗಾಲ ಆರಂಭವಾಗಿದ್ದರೂ ಅಲ್ಲಿನ ನಿವಾಸಿಗಳಿಗೆ ಮನೆ ಜಲಾವೃತಗೊಳ್ಳುವ ಭಯದಿಂದ ಮುಕ್ತ ನಾಡುವ ಸಾಧ್ಯವಾಗಿಲ್ಲ. ಆದರೆ ಉಪ ವಿಭಾಗಾಧಿಕಾರಿಗಳ ಸೂಚನೆಯಂತೆ ತಹಸೀಲ್ದಾರ್ ಅವರು ಕೆರೆ ಅಂಗಳಕ್ಕೆ ಭೇಟಿ ನೀಡಿ ಬಫರ್ ಝೋನ್ ಸರ್ವೇ ಮಾಡಿರುವುದು ನಿವೇಶನ ಸಿಗದೆ ಉಳಿದಿರುವ ಕುಟುಂಬದವರಿಗೆ ಆತಂಕ ಶುರುವಾಗಿದೆ. ಕಳೆದ 40 ವರ್ಷಗಳಿಂದಲೂ ಇಲ್ಲಿನ ಕೆರೆ ಅಂಗಳದಲ್ಲಿ — [591, 520, 886, 962]
hearing-headline: ಉಚಿತ ಕಿವಿಯ ಶ್ರವಣ ತಪಾಸಣೆ – ಯಂತ್ರಗಳ ವಿತರಣೆ — [39, 464, 480, 494]
daily-badge-label: ಕನ್ನಡ ದಿನಪತ್ರಿಕೆ — [534, 299, 648, 325]
hearing-photo-image — [43, 520, 570, 788]
page-price-kannada: ಪುಟ: 4 ಬೆಲೆ: 1.00 ರೂ. — [1254, 400, 1417, 418]
kamal-body-col3: ಎಂದು ಧನಿಯಾಕುಮಾರ್ ಎಚ್ಚರಿಕೆ ನೀಡಿದ್ದಾರೆ. ಸಮಾಜ ಸೇವಕ ನರಸಿಂಹರಾಜು ಮಾತನಾಡಿ, ತಮ್ಮ ಚಿತ್ರದ ಪ್ರಚಾರಕ್ಕಾಗಿ ಬಂದಿದ್ದ ಕಮಲ ಹಾಸನ್ ಕನ್ನಡಕ್ಕೆ ಅವಮಾನವಾಗುವ ಹೇಳಿಕೆ ನೀಡಿ ಕನ್ನಡಿಗರನ್ನು ಕೆರಳಿಸಿದ್ದಾರೆ. ನಮ್ಮ ಭಾಷೆಯ ವಿರುದ್ಧ ಅವಹೇಳನ ಹೇಳಿಕೆ ನೀಡಿದ ಕಮಲಹಾಸನ್ ಅವರಿಗೆ ಕನ್ನಡಿಗರು ತಕ್ಕ ಪಾಠ ಕಲಿಸಬೇಕಿದೆ ಎಂದರು. ಸಂಘಟನೆಯ ಮುಖಂಡರಾದ ಆರ್.ಎನ್.ವೆಂಕಟಾಚಲ, ಕೊಪ್ಪಲ್ ನಾಗರಾಜು, ಗುರುರಾಘವೇಂದ್ರ, ಬೆಳ್ಳಿ ಲೋಕೇಶ್, ವಿಜಯಕುಮಾರ್ ಹಾಗೂ ಇತರರು ಉಪಸ್ಥಿತರಿದ್ದರು. ಕಮಲಹಾಸನ್ ಹೇಳಿಕೆಯನ್ನು ಖಂಡಿಸಿದ್ದಾರೆ. — [1241, 2081, 1477, 2329]
jewellery-ad[interactable] — [1126, 74, 1475, 384]
contact-ad-paper: ತುಮಕೂರು ಮಿತ್ರ — [855, 1661, 949, 1679]
lake-body-tail-2: ದಂಡೆಯಲ್ಲಿರುವವರಿಗೆ ಮಾತ್ರ ಕೊಡಲಾಗುತ್ತದೆ, ಕೆರೆಯ ಇನ್ನೊಂದು ಭಾಗದಲ್ಲಿರುವವರಿಗೆ ಕೊಡಲು ಸಾಧ್ಯವಿಲ್ಲ ಎಂದು ತಾಲೂಕು ಆಡಳಿತ ತಾರತಮ್ಯ ಮಾಡುತ್ತಿದೆ ಎಂದು ಅಲ್ಲಿನ ನಿವಾಸಿಗಳ ಆರೋಪವಾಗಿದೆ. — [1186, 1058, 1477, 1133]
hemavathi-body-col1: ತುಮಕೂರು: ಹೇಮಾವತಿ ಜಲಾಶಯ ಯೋಜನೆಯ ಕುಡಿಯುವ ನೀರಿನ ಸಲಹಾ ಸಮಿತಿ ಸಭೆಯ ನಿರ್ಣಯದಂತೆ ಜನ-ಜಾನುವಾರುಗಳ ಕುಡಿಯುವ ನೀರಿನ ಬೇಡಿಕೆ ಗಮನದಲ್ಲಿಟ್ಟು ಹೇಮಾವತಿ ಯೋಜನಾ ವ್ಯಾಪ್ತಿಯಲ್ಲಿ ಬರುವ ಕೆರೆ-ಕಟ್ಟೆಗಳಿಗೆ ನೀರಿನ ಪ್ರಮಾಣದಲ್ಲಿ ನಿಯಮಿತವಾಗಿ ಹಾಸನದಿಂದ ನಾಲೆಗಳ ಮೂಲಕ ನೀರನ್ನು ಹರಿಸಲಾಗುತ್ತಿದೆ. ಕುಡಿಯುವ ನೀರಿಗಾಗಿ ಮೀಸಲಿರಿಸುವ ಪ್ರಮಾಣದಷ್ಟು ನೀರನ್ನು ಮಾತ್ರ ನಾಲೆ ಮೂಲಕ ಹರಿಸಲಾಗುತ್ತಿದ್ದು, ನಾಲೆಯ ಅಚ್ಚುಕಟ್ಟು ಪ್ರದೇಶದ ವ್ಯಾಪ್ತಿಯಲ್ಲಿ ಯಾವುದೇ ಕೃಷಿ ಚಟುವಟಿಕೆಗಳಿಗೆ ನೀರನ್ನು ಬಳಸುವಂತಿಲ್ಲ ಎಂದು ಜಿಲ್ಲಾಧಿಕಾರಿ ಶುಭ ಕಲ್ಯಾಣ್ ಸೂಚನೆ ನೀಡಿದ್ದಾರೆ. ಜಲಾಶಯದಿಂದ ನೀರನ್ನು ಹರಿಸುವ ಅವಧಿಯು ತಾತ್ಕಾಲಿಕವಾಗಿದ್ದು, ಹೇಮಾವತಿ ಜಲಾಶಯ ಯೋಜನಾ ವ್ಯಾಪ್ತಿಯ ಅಚ್ಚುಕಟ್ಟು ಪ್ರದೇಶದಲ್ಲಿ ಹೂಡಿ ಮುಂಗಾರು ಮಳೆಯ ಸ್ಥಿತಿ-ಗತಿಗಳನ್ನು ಅವಲೋಕಿಸಿ ಜನ-ಜಾನುವಾರುಗಳ ಕುಡಿಯುವ ನೀರಿಗಾಗಿ ಕಾಲುವೆಗಳ ಮೂಲಕ ಕೆರೆ-ಕಟ್ಟೆಗಳಿಗೆ ನೀರು ಹರಿಸಲು ಅಗತ್ಯಕ್ರಮಗಳನ್ನು ಕೈಗೊಳ್ಳಲಾಗುವುದು. ಹೇಮಾವತಿ ನಾಲಾ ಯೋಜನಾ ವ್ಯಾಪ್ತಿಯಲ್ಲಿರುವ ಸಾರ್ವಜನಿಕರು ಹಾಗೂ ರೈತರಿಗೆ — [41, 1228, 423, 1477]
ad-banner — [1127, 324, 1474, 361]
contact-ad-contact: ಸಂಪರ್ಕಿಸಿ: — [872, 1737, 931, 1756]
contact-ad-daily: ಕನ್ನಡ ದಿನಪತ್ರಿಕೆ — [860, 1686, 943, 1705]
canal-body-col1: ತುಮಕೂರು: ಜಿಲ್ಲೆಯ ಗುಬ್ಬಿ ತಾಲ್ಲೂಕು ಸಂಕಾಪುರ ಗ್ರಾಮ/ಡಿ.ರಾಂಪುರ ಗ್ರಾಮದಲ್ಲಿ ಹೇಮಾವತಿ ಎಕ್ಸ್‌ಪ್ರೆಸ್ ಲಿಂಕ್ ಕೆನಾಲ್ ಕಾಮಗಾರಿ ನಡೆಯುತ್ತಿರುವ ಹಿನ್ನೆಲೆಯಲ್ಲಿ ಕಾಮಗಾರಿ ಸ್ಥಳದ 10 ಕಿ.ಮೀ. ಸುತ್ತಳತೆಯ ಪ್ರದೇಶಕ್ಕೆ ಅನ್ವಯವಾಗುವಂತೆ ಮೇ 31ರ ಬೆಳಿಗ್ಗೆ 6 ರಿಂದ ಜೂನ್ 10 ಬೆಳಿಗ್ಗೆ 6 ಗಂಟೆಯವರೆಗೆ ನಿಷೇಧಾಜ್ಞೆ ಜಾರಿಗೊಳಿಸಿ ಗುಬ್ಬಿ ತಾಲ್ಲೂಕು ತಹಶೀಲ್ದಾರ್ ಹಾಗೂ ತಾಲ್ಲೂಕು ದಂಡಾಧಿಕಾರಿ ಬಿ. ಆರತಿ ಆದೇಶ ಹೊರಡಿಸಿದ್ದಾರೆ. ಹೇಮಾವತಿ ಎಕ್ಸ್‌ಪ್ರೆಸ್ ಪೈಪ್‌ಲೈನ್ ಲಿಂಕ್ ಕೆನಾಲ್ ವಿರೋಧಿ ಹೋರಾಟ ಸಮಿತಿಯವರು ಮೇ 31ರಂದು ಬೃಹತ್ ಪ್ರತಿಭಟನಾ ಚಳುವಳಿಯನ್ನು ಹಮ್ಮಿಕೊಂಡಿರುವುದರಿಂದ ನಿರ್ವಹಣೆ ಸುಗಮವಾಗಿ ನಡೆಸುವ ಸಲುವಾಗಿ ನಿಷೇಧಾಜ್ಞೆ ಜಾರಿಗೊಳಿಸಲಾಗಿದೆ. ನಿಷೇಧಾಜ್ಞೆ ಅವಧಿಯಲ್ಲಿ ಮುಷ್ಕರ, ಮೆರವಣಿಗೆ ಹಾಗೂ ಸಾರ್ವಜನಿಕ ಸಭೆ-ಸಮಾರಂಭಗಳನ್ನು ನಡೆಸುವಂತಿಲ್ಲ. ಈ ಆದೇಶವು ತುರ್ತು ಸೇವೆಗಳಿಗೆ ಅನ್ವಯಿಸುವುದಿಲ್ಲ ಎಂದು ತಿಳಿಸಿದ್ದಾರೆ. — [822, 1295, 1151, 1543]
registration: Regn No: L2/RNP-124/TMR/2023-25 RNI : KARKAN/2016/69263 — [550, 401, 1078, 420]
lake-quote-2-signature: – ಕೆ.ಪುರಂದರ– ತಹಸೀಲ್ದಾರ್ — [1321, 999, 1458, 1016]
